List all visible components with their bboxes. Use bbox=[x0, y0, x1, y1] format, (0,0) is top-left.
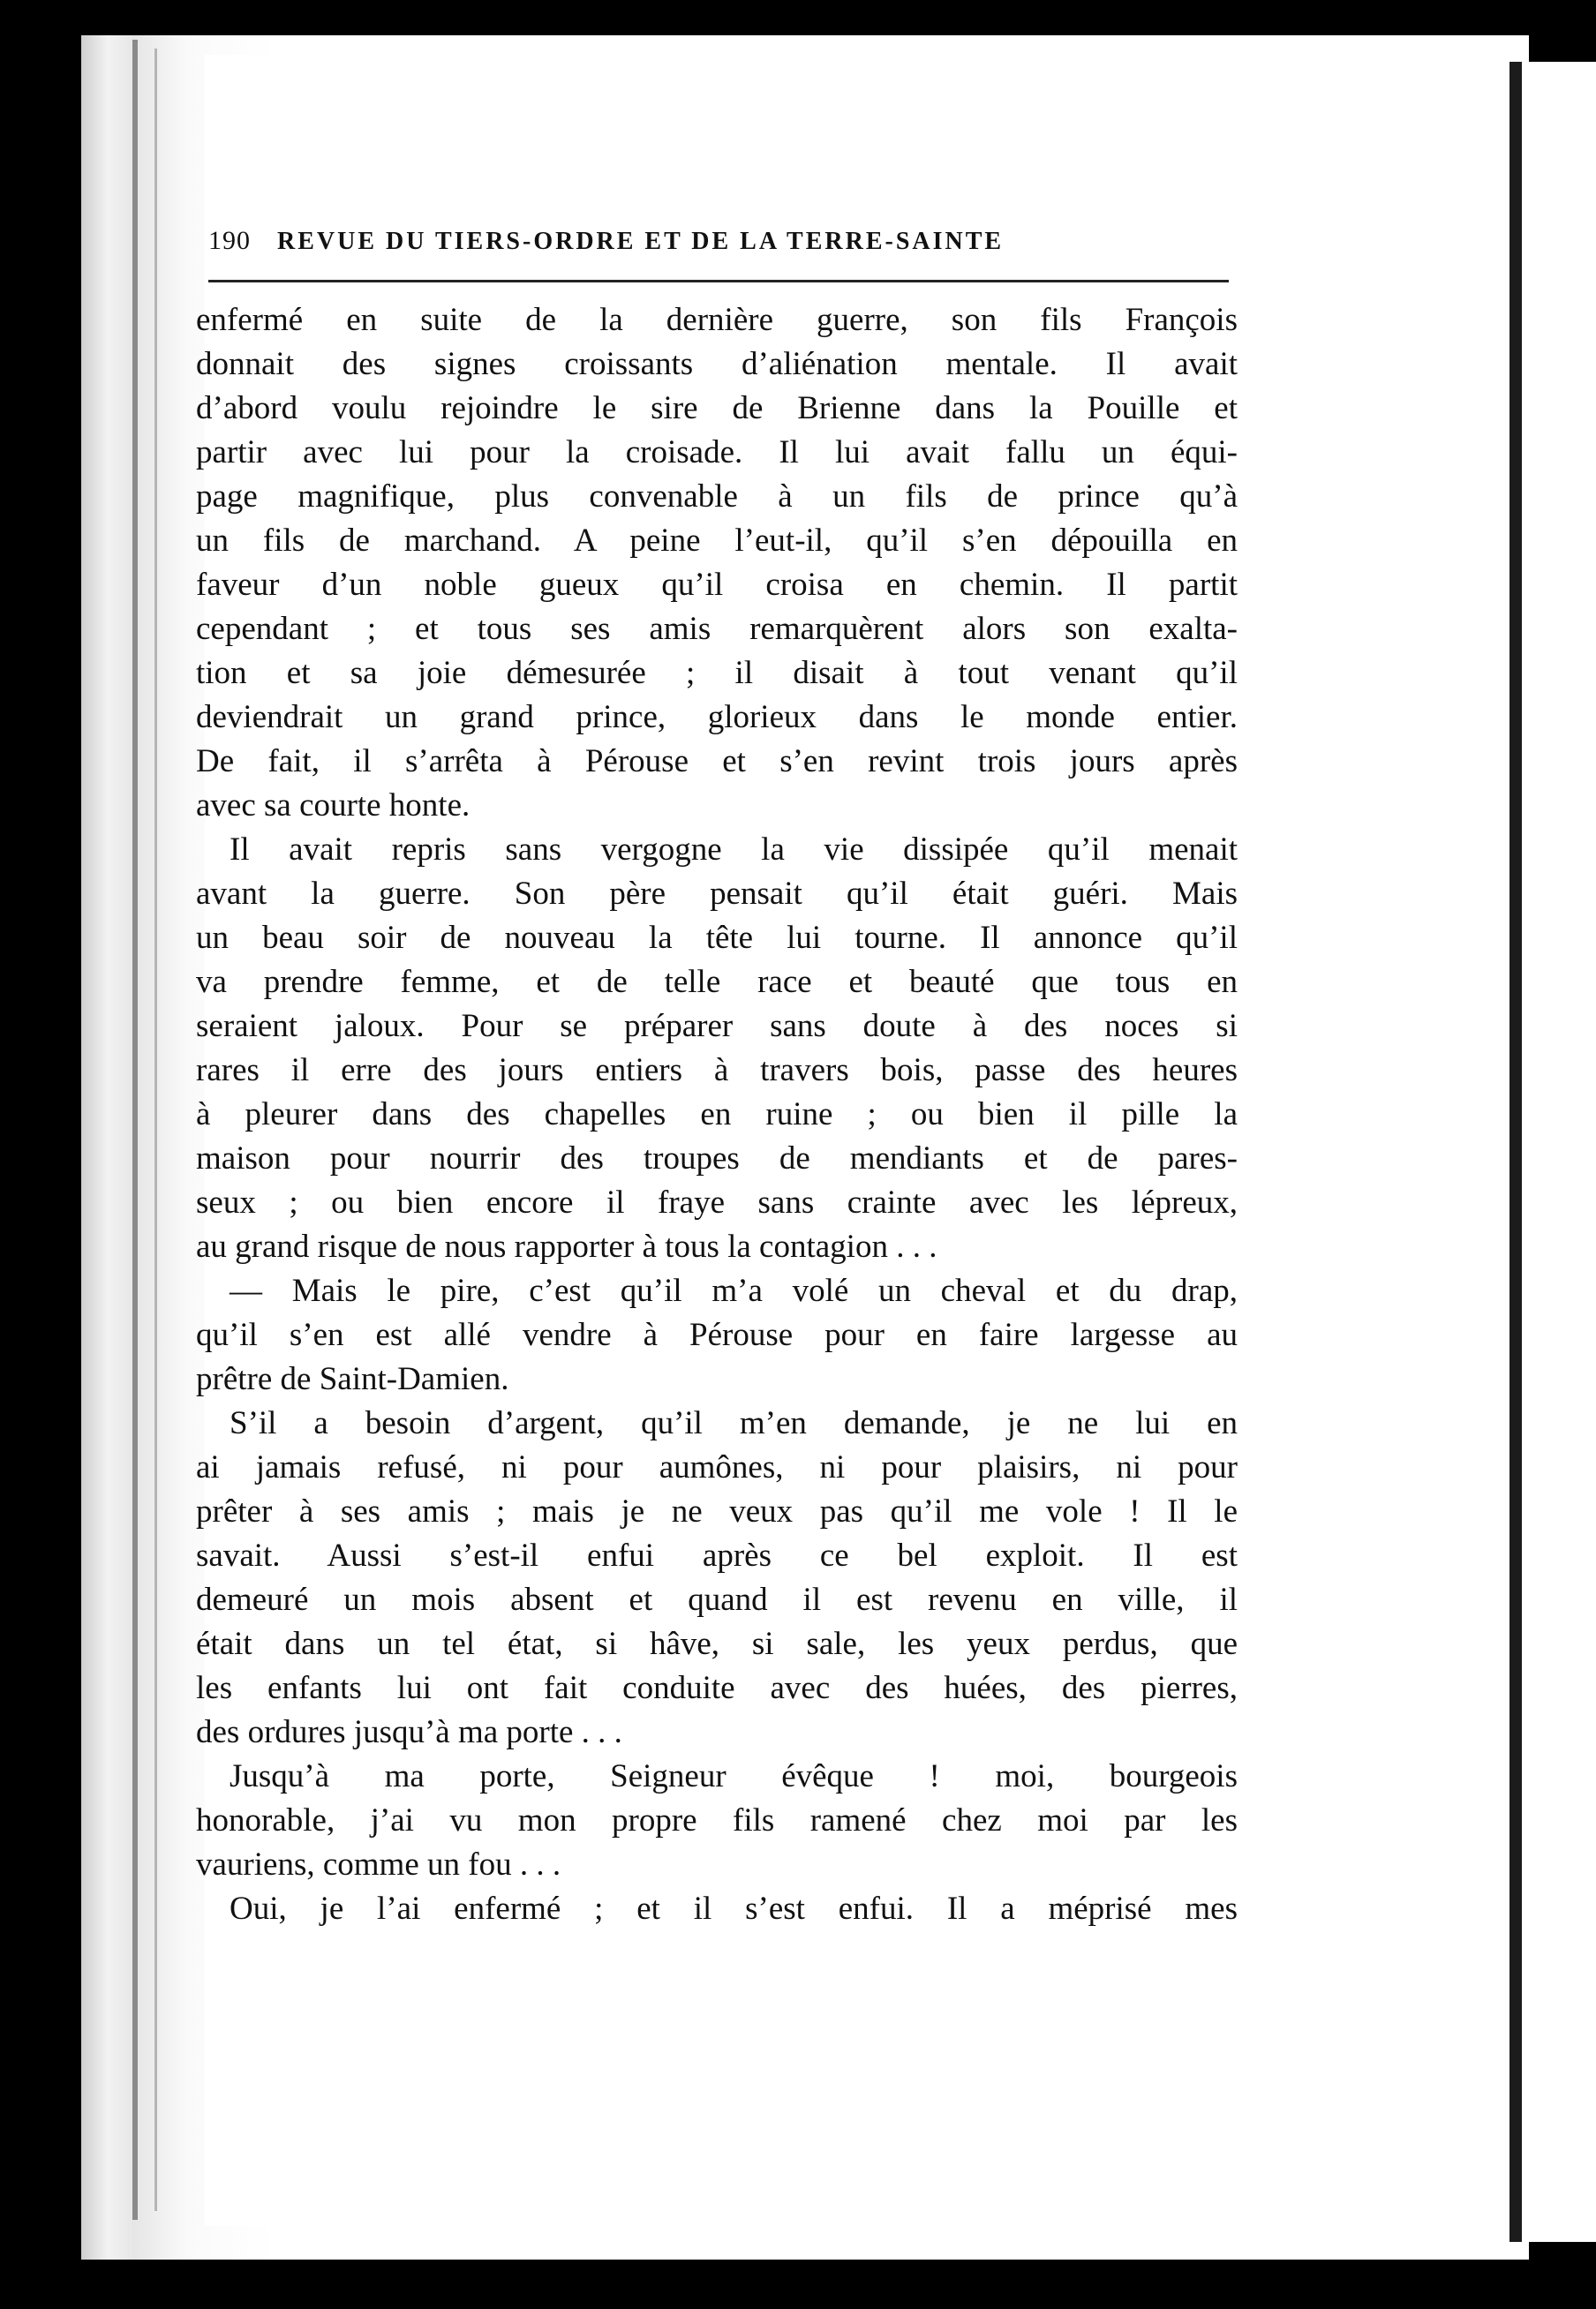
page-number: 190 bbox=[208, 226, 251, 255]
text-line: savait. Aussi s’est-il enfui après ce bel exploit. Il est bbox=[196, 1538, 1238, 1574]
facing-page-edge bbox=[1509, 62, 1596, 2242]
text-line: page magnifique, plus convenable à un fils de prince qu’à bbox=[196, 478, 1238, 515]
text-line: maison pour nourrir des troupes de mendiants et de pares- bbox=[196, 1140, 1238, 1177]
text-line: S’il a besoin d’argent, qu’il m’en demande, je ne lui en bbox=[230, 1405, 1238, 1441]
text-line: ai jamais refusé, ni pour aumônes, ni pour plaisirs, ni pour bbox=[196, 1449, 1238, 1485]
text-line: donnait des signes croissants d’aliénation mentale. Il avait bbox=[196, 346, 1238, 382]
text-line: qu’il s’en est allé vendre à Pérouse pour en faire largesse au bbox=[196, 1317, 1238, 1353]
text-line: un fils de marchand. A peine l’eut-il, qu’il s’en dépouilla en bbox=[196, 523, 1238, 559]
text-line: va prendre femme, et de telle race et beauté que tous en bbox=[196, 964, 1238, 1000]
text-line: rares il erre des jours entiers à travers bois, passe des heures bbox=[196, 1052, 1238, 1088]
page-header bbox=[208, 226, 1229, 261]
text-line: d’abord voulu rejoindre le sire de Brienne dans la Pouille et bbox=[196, 390, 1238, 426]
text-line: tion et sa joie démesurée ; il disait à tout venant qu’il bbox=[196, 655, 1238, 691]
page-edge-line bbox=[154, 49, 157, 2211]
text-line: demeuré un mois absent et quand il est revenu en ville, il bbox=[196, 1582, 1238, 1618]
text-line: faveur d’un noble gueux qu’il croisa en chemin. Il partit bbox=[196, 567, 1238, 603]
running-head: REVUE DU TIERS-ORDRE ET DE LA TERRE-SAINTE bbox=[277, 228, 1005, 255]
text-line: seux ; ou bien encore il fraye sans crainte avec les lépreux, bbox=[196, 1185, 1238, 1221]
text-line: prêtre de Saint-Damien. bbox=[196, 1361, 509, 1397]
text-line: à pleurer dans des chapelles en ruine ; ou bien il pille la bbox=[196, 1096, 1238, 1132]
text-line: deviendrait un grand prince, glorieux dans le monde entier. bbox=[196, 699, 1238, 735]
text-line: partir avec lui pour la croisade. Il lui avait fallu un équi- bbox=[196, 434, 1238, 470]
text-line: Oui, je l’ai enfermé ; et il s’est enfui. Il a méprisé mes bbox=[230, 1891, 1238, 1927]
text-line: honorable, j’ai vu mon propre fils ramené chez moi par les bbox=[196, 1802, 1238, 1839]
text-line: De fait, il s’arrêta à Pérouse et s’en revint trois jours après bbox=[196, 743, 1238, 779]
text-line: prêter à ses amis ; mais je ne veux pas qu’il me vole ! Il le bbox=[196, 1493, 1238, 1530]
text-line: vauriens, comme un fou . . . bbox=[196, 1846, 561, 1883]
text-line: enfermé en suite de la dernière guerre, son fils François bbox=[196, 302, 1238, 338]
text-line: avec sa courte honte. bbox=[196, 787, 471, 824]
text-line: — Mais le pire, c’est qu’il m’a volé un cheval et du drap, bbox=[230, 1273, 1238, 1309]
text-line: Il avait repris sans vergogne la vie dissipée qu’il menait bbox=[230, 831, 1238, 868]
text-line: un beau soir de nouveau la tête lui tourne. Il annonce qu’il bbox=[196, 920, 1238, 956]
body-text bbox=[196, 298, 1238, 1931]
text-line: les enfants lui ont fait conduite avec des huées, des pierres, bbox=[196, 1670, 1238, 1706]
text-line: avant la guerre. Son père pensait qu’il était guéri. Mais bbox=[196, 876, 1238, 912]
text-line: Jusqu’à ma porte, Seigneur évêque ! moi, bourgeois bbox=[230, 1758, 1238, 1794]
text-line: était dans un tel état, si hâve, si sale, les yeux perdus, que bbox=[196, 1626, 1238, 1662]
text-line: des ordures jusqu’à ma porte . . . bbox=[196, 1714, 622, 1750]
text-line: au grand risque de nous rapporter à tous la contagion . . . bbox=[196, 1229, 937, 1265]
header-rule bbox=[208, 280, 1229, 282]
text-line: seraient jaloux. Pour se préparer sans doute à des noces si bbox=[196, 1008, 1238, 1044]
text-line: cependant ; et tous ses amis remarquèrent alors son exalta- bbox=[196, 611, 1238, 647]
page-edge-shadow bbox=[132, 40, 138, 2220]
